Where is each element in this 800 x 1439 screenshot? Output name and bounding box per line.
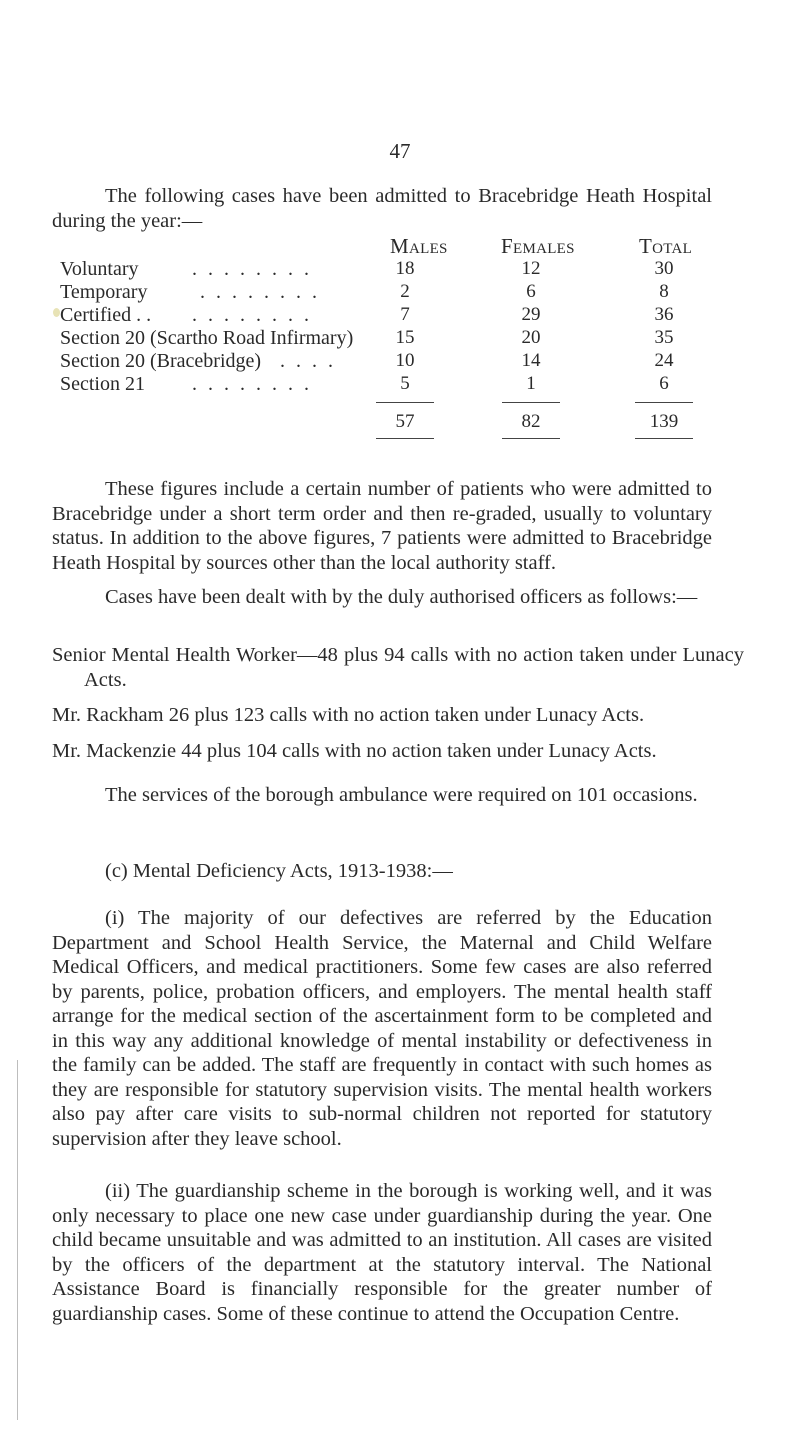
total-males: 57 <box>395 411 415 432</box>
table-row <box>60 303 720 325</box>
paragraph-figures: These figures include a certain number of patients who were admitted to Bracebridge under a short term order and then re-graded, usually to voluntary status. In addition to the above figures, 7 patients were admitted to Bracebridge Heath Hospital by sources other than the local authority staff. <box>52 478 712 574</box>
table-row <box>60 326 720 348</box>
header-males: Males <box>390 234 448 258</box>
row-label: Temporary <box>60 281 148 303</box>
subtotal-rule-total <box>635 402 693 403</box>
total-females: 82 <box>521 411 541 432</box>
table-row <box>60 372 720 394</box>
cell-total: 6 <box>659 373 669 394</box>
row-label: Section 21 <box>60 373 145 395</box>
row-leader-dots: . . . . <box>280 350 336 372</box>
admissions-table <box>60 234 720 494</box>
stray-mark <box>53 308 60 317</box>
row-label: Section 20 (Scartho Road Infirmary) <box>60 327 354 349</box>
total-rule-total <box>635 438 693 439</box>
row-label: Section 20 (Bracebridge) <box>60 350 262 372</box>
row-leader-dots: . . . . . . . . <box>200 281 320 303</box>
cell-females: 29 <box>521 304 541 325</box>
row-label: Voluntary <box>60 258 139 280</box>
intro-paragraph: The following cases have been admitted to Bracebridge Heath Hospital during the year:— <box>52 185 712 232</box>
row-leader-dots: . . . . . . . . <box>192 304 312 326</box>
header-females: Females <box>501 234 575 258</box>
cell-males: 15 <box>395 327 415 348</box>
paragraph-cases-dealt: Cases have been dealt with by the duly authorised officers as follows:— <box>105 586 698 608</box>
cell-males: 2 <box>400 281 410 302</box>
subtotal-rule-males <box>376 402 434 403</box>
section-heading-mental-deficiency: (c) Mental Deficiency Acts, 1913-1938:— <box>105 860 453 882</box>
cell-total: 35 <box>654 327 674 348</box>
row-leader-dots: . . . . . . . . <box>192 373 312 395</box>
header-total: Total <box>639 234 693 258</box>
cell-males: 10 <box>395 350 415 371</box>
paragraph-senior-worker: Senior Mental Health Worker—48 plus 94 calls with no action taken under Lunacy Acts. <box>52 644 744 691</box>
cell-total: 8 <box>659 281 669 302</box>
total-total: 139 <box>649 411 679 432</box>
paragraph-mackenzie: Mr. Mackenzie 44 plus 104 calls with no action taken under Lunacy Acts. <box>52 740 657 762</box>
subtotal-rule-females <box>502 402 560 403</box>
cell-total: 36 <box>654 304 674 325</box>
cell-females: 12 <box>521 258 541 279</box>
cell-males: 5 <box>400 373 410 394</box>
cell-males: 7 <box>400 304 410 325</box>
total-rule-females <box>502 438 560 439</box>
cell-females: 20 <box>521 327 541 348</box>
page-number: 47 <box>389 139 411 163</box>
paragraph-rackham: Mr. Rackham 26 plus 123 calls with no action taken under Lunacy Acts. <box>52 704 645 726</box>
cell-females: 1 <box>526 373 536 394</box>
cell-total: 24 <box>654 350 674 371</box>
row-label: Certified . . <box>60 304 152 326</box>
total-rule-males <box>376 438 434 439</box>
paragraph-ambulance: The services of the borough ambulance were required on 101 occasions. <box>105 784 698 806</box>
cell-total: 30 <box>654 258 674 279</box>
table-row <box>60 280 720 302</box>
table-row <box>60 349 720 371</box>
totals-row <box>60 410 720 432</box>
table-row <box>60 257 720 279</box>
paragraph-guardianship: (ii) The guardianship scheme in the borough is working well, and it was only necessary to place one new case under guardianship during the year. One child became unsuitable and was admitted to an institution. All cases are visited by the officers of the department at the statutory interval. The National Assistance Board is financially responsible for the greater number of guardianship cases. Some of these continue to attend the Occupation Centre. <box>52 1180 712 1325</box>
paragraph-defectives: (i) The majority of our defectives are referred by the Education Department and School Health Service, the Maternal and Child Welfare Medical Officers, and medical practitioners. Some few cases are also referred by parents, police, probation officers, and employers. The mental health staff arrange for the medical section of the ascertainment form to be completed and in this way any additional knowledge of mental instability or defectiveness in the family can be added. The staff are frequently in contact with such homes as they are responsible for statutory supervision visits. The mental health workers also pay after care visits to sub-normal children not reported for statutory supervision after they leave school. <box>52 907 712 1150</box>
row-leader-dots: . . . . . . . . <box>192 258 312 280</box>
cell-females: 14 <box>521 350 541 371</box>
cell-males: 18 <box>395 258 415 279</box>
scan-margin-line <box>17 1060 18 1420</box>
cell-females: 6 <box>526 281 536 302</box>
